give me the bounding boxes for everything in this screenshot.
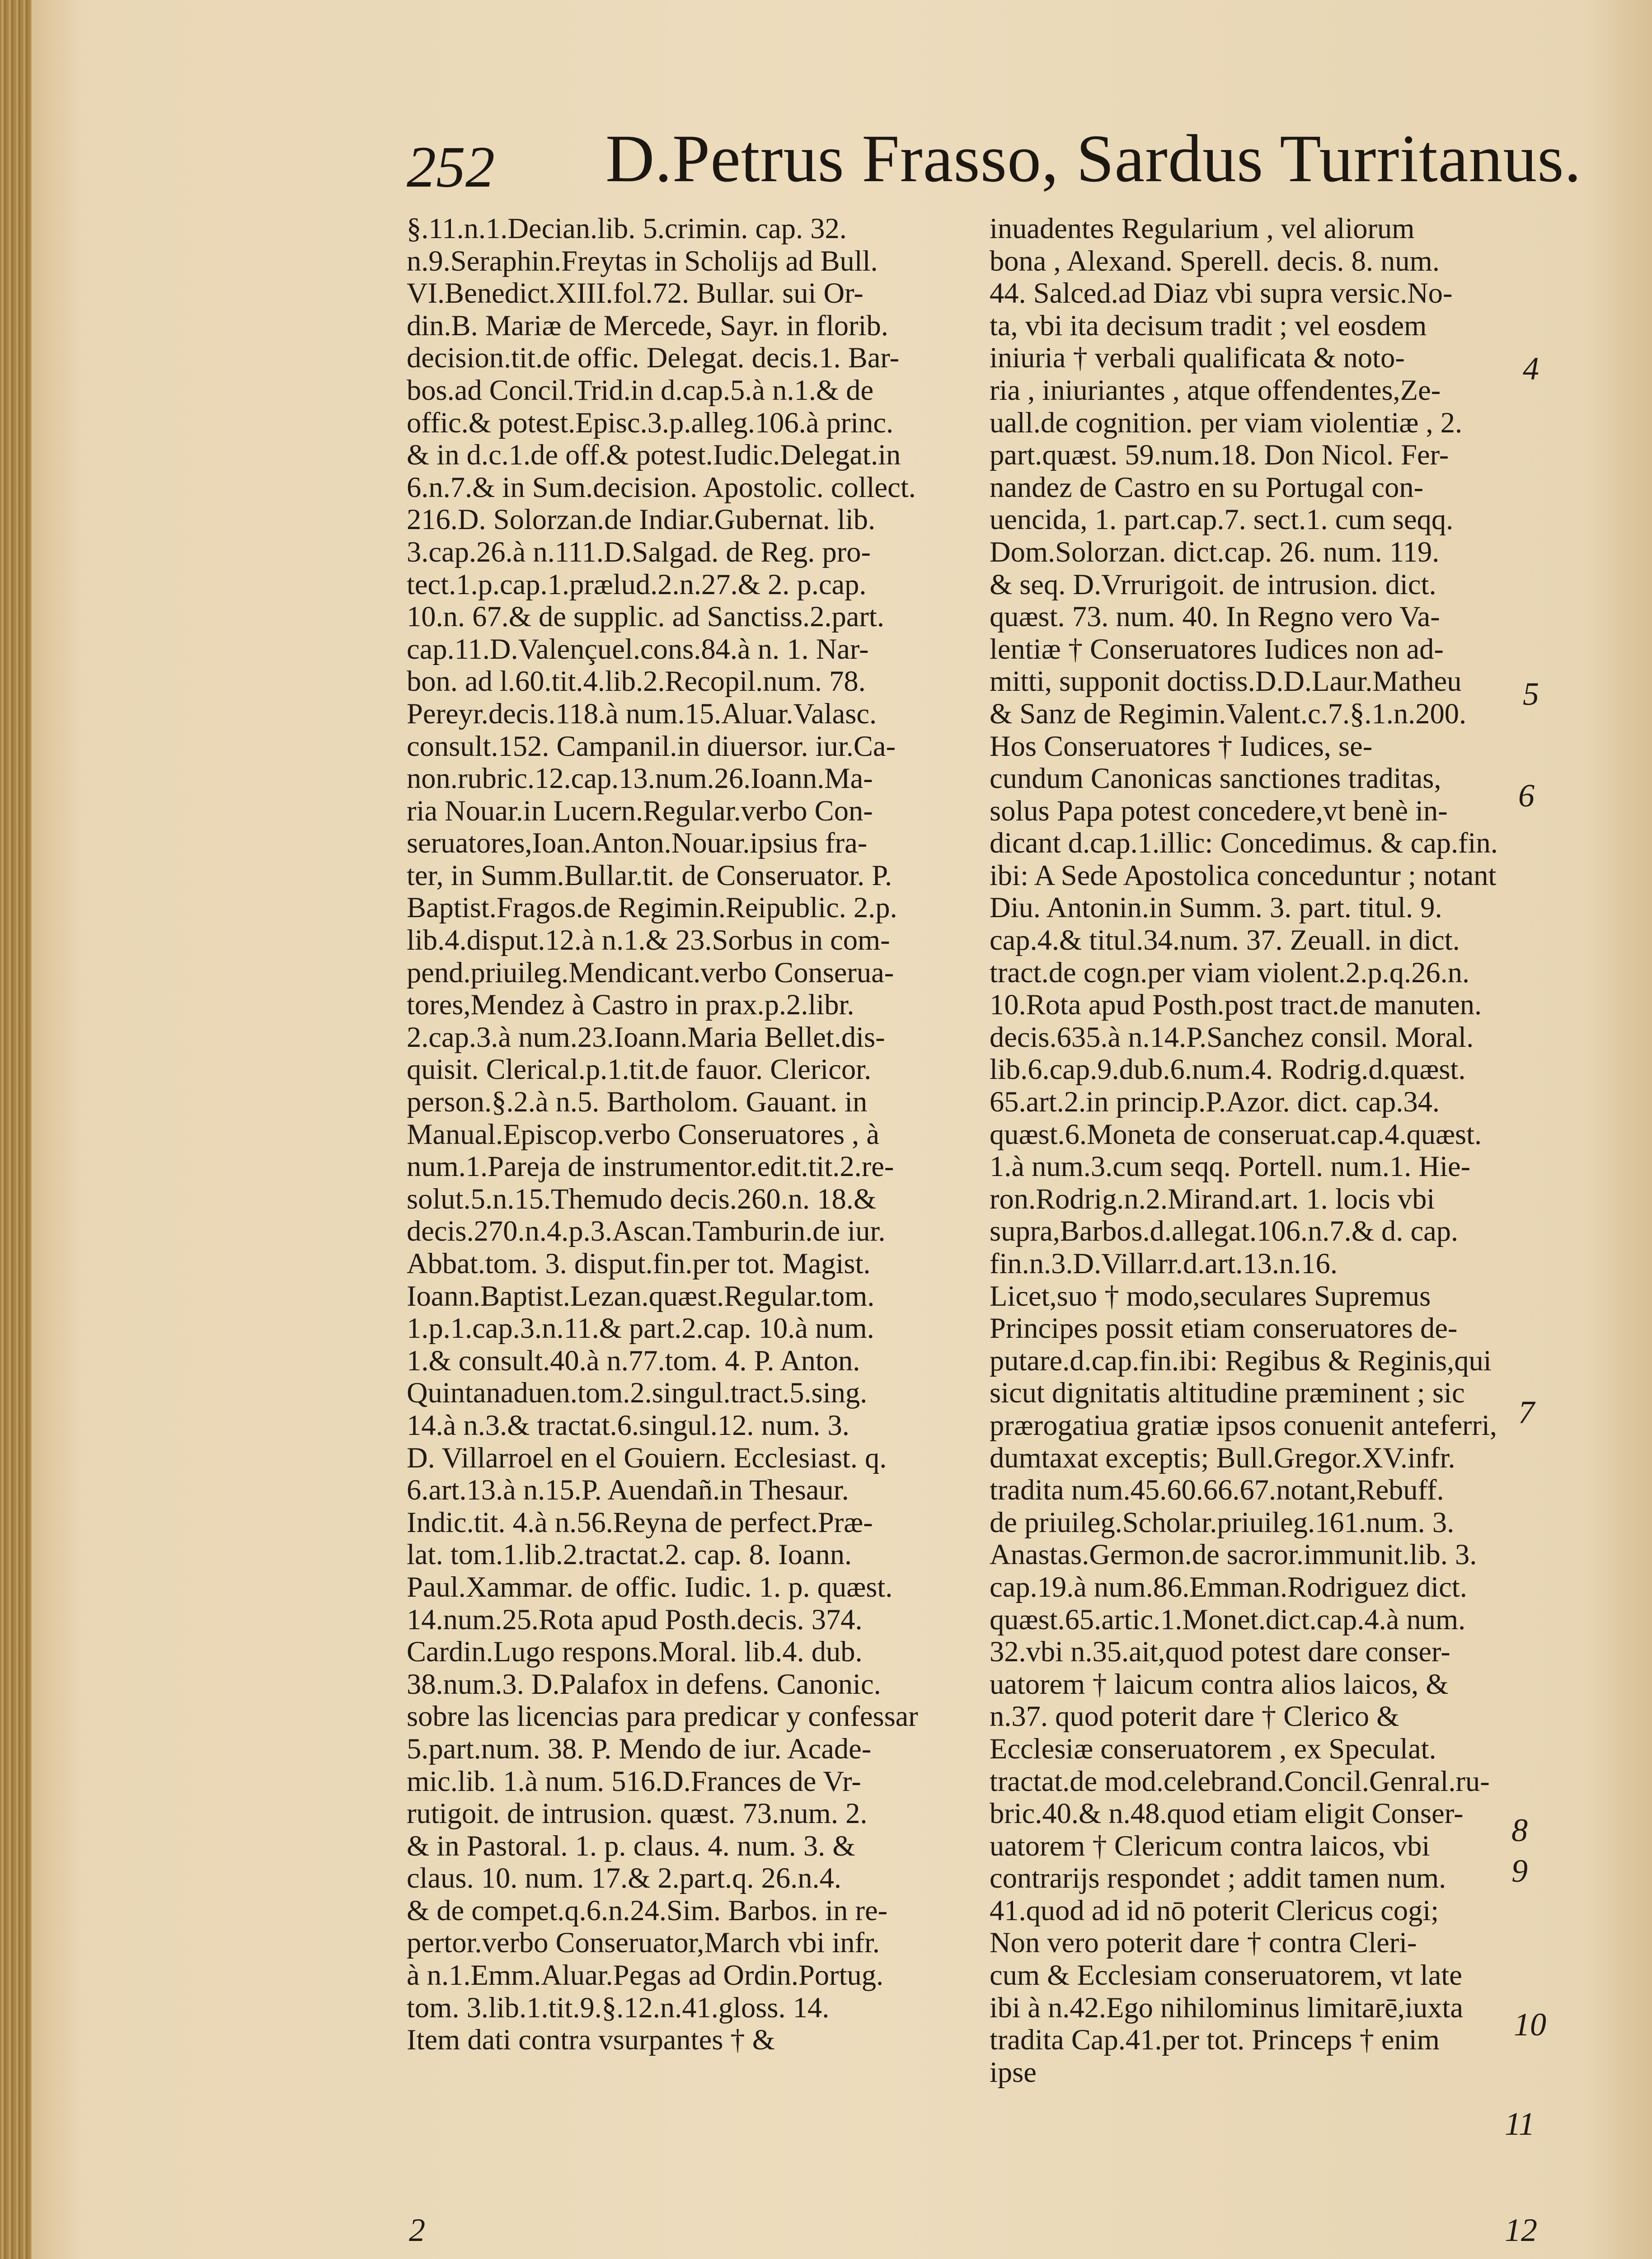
text-line: sicut dignitatis altitudine præminent ; sic: [990, 1377, 1465, 1409]
text-line: mitti, supponit doctiss.D.D.Laur.Matheu: [990, 665, 1462, 698]
text-line: cap.11.D.Valençuel.cons.84.à n. 1. Nar-: [407, 633, 869, 665]
margin-number-right: 5: [1523, 676, 1539, 712]
text-line: 14.à n.3.& tractat.6.singul.12. num. 3.: [407, 1409, 849, 1441]
text-line: Diu. Antonin.in Summ. 3. part. titul. 9.: [990, 891, 1442, 924]
text-line: Abbat.tom. 3. disput.fin.per tot. Magist.: [407, 1247, 871, 1279]
text-line: quisit. Clerical.p.1.tit.de fauor. Clericor.: [407, 1053, 872, 1086]
text-line: 3.cap.26.à n.111.D.Salgad. de Reg. pro-: [407, 535, 871, 568]
right-column: [990, 212, 1568, 2088]
text-line: à n.1.Emm.Aluar.Pegas ad Ordin.Portug.: [407, 1959, 884, 1992]
margin-number-right: 9: [1511, 1853, 1528, 1889]
text-line: fin.n.3.D.Villarr.d.art.13.n.16.: [990, 1247, 1338, 1279]
text-line: bos.ad Concil.Trid.in d.cap.5.à n.1.& de: [407, 374, 874, 406]
text-line: num.1.Pareja de instrumentor.edit.tit.2.re-: [407, 1150, 894, 1183]
text-line: lat. tom.1.lib.2.tractat.2. cap. 8. Ioann.: [407, 1538, 852, 1571]
text-line: lib.4.disput.12.à n.1.& 23.Sorbus in com-: [407, 924, 890, 956]
text-line: 32.vbi n.35.ait,quod potest dare conser-: [990, 1636, 1450, 1668]
text-line: rutigoit. de intrusion. quæst. 73.num. 2.: [407, 1797, 868, 1830]
text-line: tractat.de mod.celebrand.Concil.Genral.ru-: [990, 1765, 1490, 1797]
page-number: 252: [407, 135, 495, 200]
text-line: Ioann.Baptist.Lezan.quæst.Regular.tom.: [407, 1279, 875, 1312]
text-line: 2.cap.3.à num.23.Ioann.Maria Bellet.dis-: [407, 1021, 885, 1053]
text-line: bon. ad l.60.tit.4.lib.2.Recopil.num. 78.: [407, 665, 866, 698]
text-line: 38.num.3. D.Palafox in defens. Canonic.: [407, 1668, 881, 1700]
text-line: Licet,suo † modo,seculares Supremus: [990, 1279, 1431, 1312]
text-line: offic.& potest.Episc.3.p.alleg.106.à princ.: [407, 406, 894, 439]
text-line: Dom.Solorzan. dict.cap. 26. num. 119.: [990, 535, 1440, 568]
text-line: uatorem † laicum contra alios laicos, &: [990, 1668, 1449, 1700]
text-line: solut.5.n.15.Themudo decis.260.n. 18.&: [407, 1182, 877, 1215]
text-line: putare.d.cap.fin.ibi: Regibus & Reginis,qui: [990, 1344, 1492, 1377]
text-line: ron.Rodrig.n.2.Mirand.art. 1. locis vbi: [990, 1182, 1435, 1215]
text-line: 10.Rota apud Posth.post tract.de manuten.: [990, 989, 1482, 1021]
text-line: part.quæst. 59.num.18. Don Nicol. Fer-: [990, 439, 1449, 471]
text-line: mic.lib. 1.à num. 516.D.Frances de Vr-: [407, 1765, 861, 1797]
text-line: & in d.c.1.de off.& potest.Iudic.Delegat.in: [407, 439, 901, 471]
text-line: bona , Alexand. Sperell. decis. 8. num.: [990, 244, 1440, 277]
text-line: ta, vbi ita decisum tradit ; vel eosdem: [990, 309, 1427, 342]
text-line: 44. Salced.ad Diaz vbi supra versic.No-: [990, 277, 1453, 309]
text-line: Quintanaduen.tom.2.singul.tract.5.sing.: [407, 1377, 868, 1409]
text-line: ter, in Summ.Bullar.tit. de Conseruator. P.: [407, 859, 892, 891]
text-line: n.9.Seraphin.Freytas in Scholijs ad Bull.: [407, 244, 878, 277]
text-line: 6.art.13.à n.15.P. Auendañ.in Thesaur.: [407, 1474, 849, 1506]
text-line: seruatores,Ioan.Anton.Nouar.ipsius fra-: [407, 827, 868, 859]
text-line: tect.1.p.cap.1.prælud.2.n.27.& 2. p.cap.: [407, 568, 867, 600]
text-line: solus Papa potest concedere,vt benè in-: [990, 794, 1448, 827]
text-line: & seq. D.Vrrurigoit. de intrusion. dict.: [990, 568, 1436, 600]
text-line: ria Nouar.in Lucern.Regular.verbo Con-: [407, 794, 873, 827]
margin-number-right: 6: [1518, 778, 1535, 814]
text-line: dumtaxat exceptis; Bull.Gregor.XV.infr.: [990, 1441, 1455, 1474]
text-line: consult.152. Campanil.in diuersor. iur.Ca-: [407, 730, 896, 762]
text-line: bric.40.& n.48.quod etiam eligit Conser-: [990, 1797, 1464, 1830]
margin-number-right: 4: [1523, 351, 1539, 387]
text-line: Cardin.Lugo respons.Moral. lib.4. dub.: [407, 1636, 863, 1668]
text-line: Anastas.Germon.de sacror.immunit.lib. 3.: [990, 1538, 1477, 1571]
margin-number-right: 8: [1511, 1812, 1528, 1848]
text-line: uall.de cognition. per viam violentiæ , 2.: [990, 406, 1463, 439]
text-line: 1.p.1.cap.3.n.11.& part.2.cap. 10.à num.: [407, 1312, 874, 1345]
text-line: nandez de Castro en su Portugal con-: [990, 471, 1424, 503]
text-line: §.11.n.1.Decian.lib. 5.crimin. cap. 32.: [407, 212, 847, 244]
text-line: tradita num.45.60.66.67.notant,Rebuff.: [990, 1474, 1444, 1506]
text-line: ipse: [990, 2056, 1037, 2088]
text-line: & Sanz de Regimin.Valent.c.7.§.1.n.200.: [990, 697, 1467, 730]
text-line: 1.& consult.40.à n.77.tom. 4. P. Anton.: [407, 1344, 860, 1377]
text-line: lib.6.cap.9.dub.6.num.4. Rodrig.d.quæst.: [990, 1053, 1466, 1086]
margin-number-right: 10: [1514, 2006, 1546, 2043]
text-line: uatorem † Clericum contra laicos, vbi: [990, 1829, 1430, 1862]
text-line: quæst.6.Moneta de conseruat.cap.4.quæst.: [990, 1118, 1482, 1150]
text-line: inuadentes Regularium , vel aliorum: [990, 212, 1415, 244]
text-line: 216.D. Solorzan.de Indiar.Gubernat. lib.: [407, 503, 876, 536]
text-line: decis.270.n.4.p.3.Ascan.Tamburin.de iur.: [407, 1215, 886, 1247]
text-line: 65.art.2.in princip.P.Azor. dict. cap.34.: [990, 1086, 1440, 1118]
text-line: prærogatiua gratiæ ipsos conuenit anteferri,: [990, 1409, 1497, 1441]
text-line: D. Villarroel en el Gouiern. Ecclesiast. q.: [407, 1441, 887, 1474]
text-line: 1.à num.3.cum seqq. Portell. num.1. Hie-: [990, 1150, 1471, 1183]
text-line: 41.quod ad id nō poterit Clericus cogi;: [990, 1894, 1439, 1926]
text-line: Hos Conseruatores † Iudices, se-: [990, 730, 1373, 762]
text-line: Paul.Xammar. de offic. Iudic. 1. p. quæst.: [407, 1570, 893, 1603]
text-line: VI.Benedict.XIII.fol.72. Bullar. sui Or-: [407, 277, 864, 309]
page-edge: [0, 0, 32, 2259]
text-line: lentiæ † Conseruatores Iudices non ad-: [990, 633, 1444, 665]
text-line: contrarijs respondet ; addit tamen num.: [990, 1862, 1446, 1894]
text-line: sobre las licencias para predicar y confessar: [407, 1700, 918, 1733]
text-line: cap.4.& titul.34.num. 37. Zeuall. in dict.: [990, 924, 1460, 956]
text-line: 6.n.7.& in Sum.decision. Apostolic. collect.: [407, 471, 916, 503]
text-line: & de compet.q.6.n.24.Sim. Barbos. in re-: [407, 1894, 888, 1926]
text-line: iniuria † verbali qualificata & noto-: [990, 342, 1405, 374]
text-line: quæst.65.artic.1.Monet.dict.cap.4.à num.: [990, 1603, 1466, 1636]
margin-number-left: 2: [409, 2212, 425, 2248]
text-line: tom. 3.lib.1.tit.9.§.12.n.41.gloss. 14.: [407, 1991, 830, 2024]
text-line: decision.tit.de offic. Delegat. decis.1. Bar-: [407, 342, 900, 374]
text-line: & in Pastoral. 1. p. claus. 4. num. 3. &: [407, 1829, 855, 1862]
text-line: quæst. 73. num. 40. In Regno vero Va-: [990, 600, 1440, 633]
text-line: Item dati contra vsurpantes † &: [407, 2024, 775, 2056]
text-line: dicant d.cap.1.illic: Concedimus. & cap.fin.: [990, 827, 1498, 859]
text-line: ibi: A Sede Apostolica conceduntur ; notant: [990, 859, 1497, 891]
text-line: Ecclesiæ conseruatorem , ex Speculat.: [990, 1732, 1436, 1765]
text-line: Pereyr.decis.118.à num.15.Aluar.Valasc.: [407, 697, 877, 730]
text-line: pertor.verbo Conseruator,March vbi infr.: [407, 1926, 880, 1959]
text-line: supra,Barbos.d.allegat.106.n.7.& d. cap.: [990, 1215, 1459, 1247]
text-line: de priuileg.Scholar.priuileg.161.num. 3.: [990, 1506, 1455, 1538]
text-line: non.rubric.12.cap.13.num.26.Ioann.Ma-: [407, 762, 873, 795]
text-line: din.B. Mariæ de Mercede, Sayr. in florib.: [407, 309, 888, 342]
text-line: 5.part.num. 38. P. Mendo de iur. Acade-: [407, 1732, 872, 1765]
text-line: pend.priuileg.Mendicant.verbo Conserua-: [407, 956, 894, 989]
text-line: tract.de cogn.per viam violent.2.p.q.26.n.: [990, 956, 1470, 989]
text-line: claus. 10. num. 17.& 2.part.q. 26.n.4.: [407, 1862, 842, 1894]
margin-number-right: 12: [1505, 2212, 1537, 2248]
text-line: cundum Canonicas sanctiones traditas,: [990, 762, 1441, 795]
text-line: cum & Ecclesiam conseruatorem, vt late: [990, 1959, 1462, 1992]
text-line: 14.num.25.Rota apud Posth.decis. 374.: [407, 1603, 863, 1636]
text-line: 10.n. 67.& de supplic. ad Sanctiss.2.part.: [407, 600, 884, 633]
text-line: person.§.2.à n.5. Bartholom. Gauant. in: [407, 1086, 868, 1118]
margin-number-right: 7: [1518, 1394, 1535, 1430]
text-line: Manual.Episcop.verbo Conseruatores , à: [407, 1118, 880, 1150]
text-line: uencida, 1. part.cap.7. sect.1. cum seqq.: [990, 503, 1454, 536]
header-title: D.Petrus Frasso, Sardus Turritanus.: [605, 121, 1582, 196]
text-line: cap.19.à num.86.Emman.Rodriguez dict.: [990, 1570, 1467, 1603]
text-line: Baptist.Fragos.de Regimin.Reipublic. 2.p.: [407, 891, 897, 924]
text-line: n.37. quod poterit dare † Clerico &: [990, 1700, 1399, 1733]
text-line: Principes possit etiam conseruatores de-: [990, 1312, 1458, 1345]
text-line: Indic.tit. 4.à n.56.Reyna de perfect.Præ-: [407, 1506, 873, 1538]
text-line: ria , iniuriantes , atque offendentes,Ze-: [990, 374, 1441, 406]
left-column: [407, 212, 971, 2056]
margin-number-right: 11: [1505, 2106, 1535, 2142]
text-line: tores,Mendez à Castro in prax.p.2.libr.: [407, 989, 854, 1021]
text-line: tradita Cap.41.per tot. Princeps † enim: [990, 2024, 1440, 2056]
text-line: ibi à n.42.Ego nihilominus limitarē,iuxta: [990, 1991, 1463, 2024]
text-line: Non vero poterit dare † contra Cleri-: [990, 1926, 1417, 1959]
text-line: decis.635.à n.14.P.Sanchez consil. Moral.: [990, 1021, 1474, 1053]
running-head: [407, 115, 1582, 201]
